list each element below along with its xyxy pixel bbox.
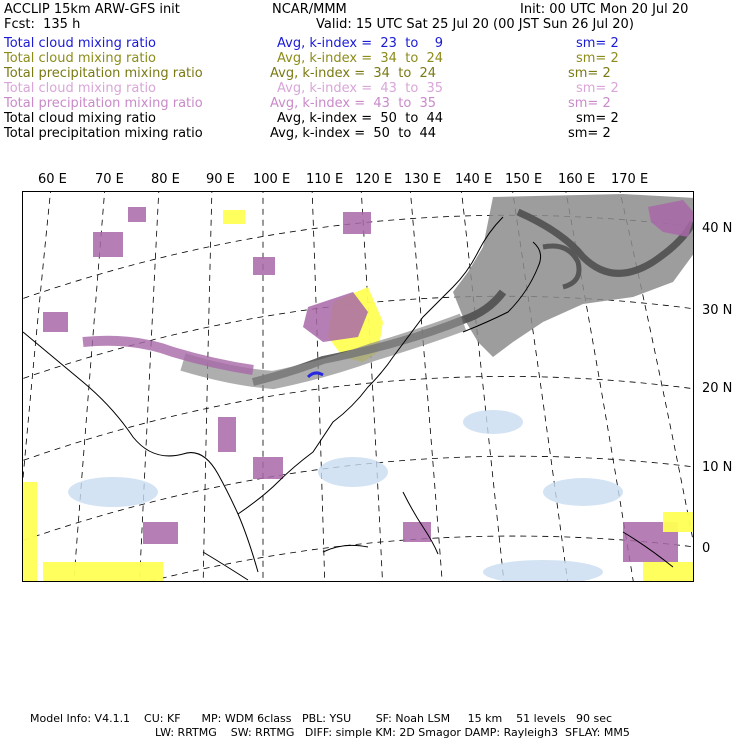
cloud-patch-light-blue bbox=[483, 560, 603, 582]
valid-time: Valid: 15 UTC Sat 25 Jul 20 (00 JST Sun 26 Jul 20) bbox=[316, 17, 634, 32]
legend-avg: Avg, k-index = 34 to 24 bbox=[277, 51, 444, 66]
lon-label: 100 E bbox=[253, 172, 291, 187]
lon-label: 80 E bbox=[151, 172, 180, 187]
lat-label: 10 N bbox=[702, 460, 733, 475]
lat-label: 20 N bbox=[702, 381, 733, 396]
cloud-patch-purple bbox=[128, 207, 146, 222]
legend-sm: sm= 2 bbox=[576, 111, 619, 126]
cloud-patch-yellow bbox=[43, 562, 163, 582]
model-info-line2: LW: RRTMG SW: RRTMG DIFF: simple KM: 2D Smagor DAMP: Rayleigh3 SFLAY: MM5 bbox=[155, 726, 630, 739]
legend-sm: sm= 2 bbox=[576, 36, 619, 51]
cloud-patch-purple bbox=[218, 417, 236, 452]
cloud-patch-light-blue bbox=[318, 457, 388, 487]
cloud-patch-light-blue bbox=[543, 478, 623, 506]
cloud-patch-purple bbox=[303, 292, 368, 342]
lon-label: 140 E bbox=[455, 172, 493, 187]
legend-field: Total precipitation mixing ratio bbox=[4, 126, 203, 141]
model-title: ACCLIP 15km ARW-GFS init bbox=[4, 2, 180, 17]
cloud-patch-light-blue bbox=[463, 410, 523, 434]
cloud-patch-purple bbox=[83, 341, 253, 370]
legend-sm: sm= 2 bbox=[576, 51, 619, 66]
map-panel bbox=[22, 191, 694, 582]
cloud-patch-light-blue bbox=[68, 477, 158, 507]
coastline-borneo bbox=[323, 545, 368, 552]
forecast-hour: Fcst: 135 h bbox=[4, 17, 81, 32]
lat-label: 0 bbox=[702, 541, 711, 556]
cloud-patch-yellow bbox=[23, 482, 37, 582]
lon-label: 170 E bbox=[611, 172, 649, 187]
legend-avg: Avg, k-index = 50 to 44 bbox=[277, 111, 444, 126]
map-canvas bbox=[23, 192, 694, 582]
cloud-patch-purple bbox=[253, 457, 283, 479]
cloud-patch-purple bbox=[253, 257, 275, 275]
cloud-patch-purple bbox=[93, 232, 123, 257]
legend-avg: Avg, k-index = 43 to 35 bbox=[277, 81, 444, 96]
lon-label: 130 E bbox=[404, 172, 442, 187]
lat-label: 30 N bbox=[702, 303, 733, 318]
cloud-patch-purple bbox=[43, 312, 68, 332]
lon-label: 120 E bbox=[355, 172, 393, 187]
init-time: Init: 00 UTC Mon 20 Jul 20 bbox=[520, 2, 689, 17]
cloud-patch-yellow bbox=[223, 210, 245, 224]
lon-label: 60 E bbox=[38, 172, 67, 187]
legend-field: Total cloud mixing ratio bbox=[4, 111, 157, 126]
cloud-mixing-ratio-field bbox=[23, 194, 694, 582]
meridian-line bbox=[361, 192, 383, 582]
legend-field: Total cloud mixing ratio bbox=[4, 36, 157, 51]
legend-field: Total precipitation mixing ratio bbox=[4, 96, 203, 111]
meridian-line bbox=[203, 192, 212, 582]
legend-sm: sm= 2 bbox=[568, 126, 611, 141]
legend-sm: sm= 2 bbox=[568, 66, 611, 81]
legend-sm: sm= 2 bbox=[576, 81, 619, 96]
cloud-patch-yellow bbox=[643, 562, 694, 582]
cloud-patch-purple bbox=[343, 212, 371, 234]
light-blue-patches bbox=[68, 410, 623, 582]
organization-label: NCAR/MMM bbox=[272, 2, 347, 17]
coastline-sumatra bbox=[203, 552, 248, 580]
legend-avg: Avg, k-index = 43 to 35 bbox=[270, 96, 437, 111]
legend-avg: Avg, k-index = 34 to 24 bbox=[270, 66, 437, 81]
parallel-line bbox=[23, 376, 694, 464]
legend-avg: Avg, k-index = 23 to 9 bbox=[277, 36, 444, 51]
legend-field: Total cloud mixing ratio bbox=[4, 81, 157, 96]
lat-label: 40 N bbox=[702, 221, 733, 236]
lon-label: 90 E bbox=[206, 172, 235, 187]
legend-field: Total precipitation mixing ratio bbox=[4, 66, 203, 81]
cloud-patch-yellow bbox=[663, 512, 694, 532]
model-info-line1: Model Info: V4.1.1 CU: KF MP: WDM 6class PBL: YSU SF: Noah LSM 15 km 51 levels 90 sec bbox=[30, 712, 613, 725]
lon-label: 150 E bbox=[505, 172, 543, 187]
lon-label: 70 E bbox=[95, 172, 124, 187]
cloud-patch-purple bbox=[143, 522, 178, 544]
meridian-line bbox=[312, 192, 325, 582]
legend-sm: sm= 2 bbox=[568, 96, 611, 111]
lon-label: 160 E bbox=[558, 172, 596, 187]
legend-avg: Avg, k-index = 50 to 44 bbox=[270, 126, 437, 141]
lon-label: 110 E bbox=[306, 172, 344, 187]
legend-field: Total cloud mixing ratio bbox=[4, 51, 157, 66]
